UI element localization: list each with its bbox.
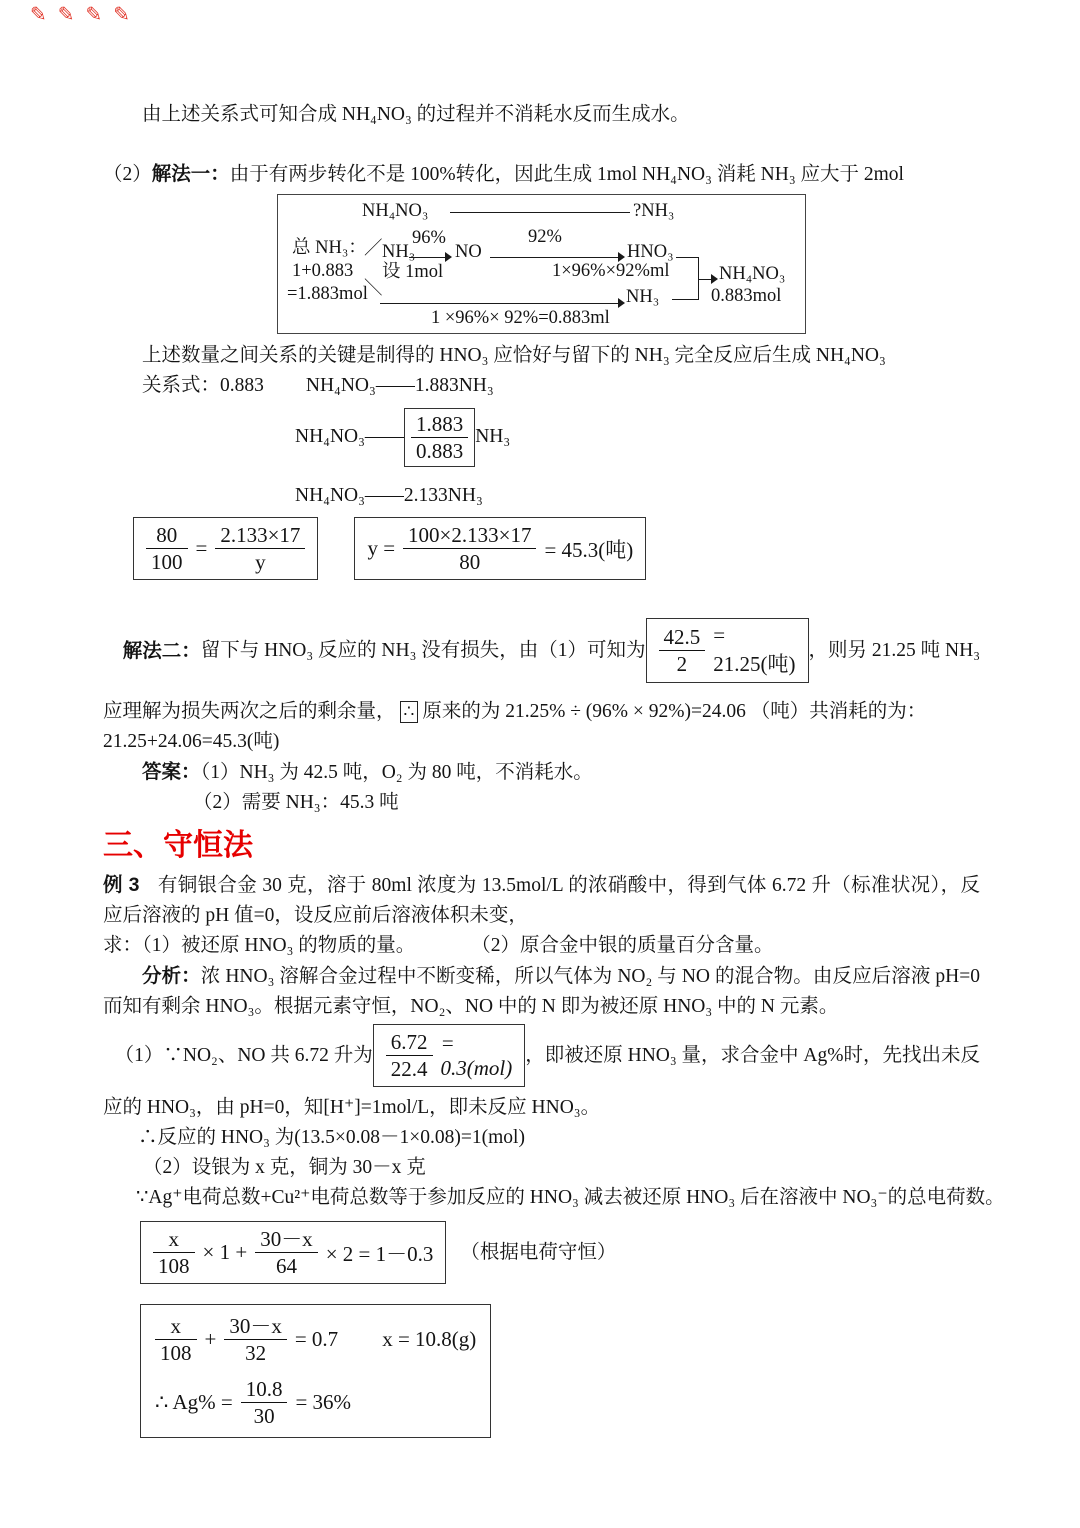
boxed-fraction <box>404 408 475 467</box>
final-eq-row2 <box>155 1376 351 1429</box>
diagram-assume-1mol: 设 1mol <box>382 262 444 282</box>
numerator: 42.5 <box>659 624 706 651</box>
relation-formula-line <box>103 371 980 401</box>
fraction <box>659 624 706 677</box>
denominator: y <box>255 550 266 574</box>
numerator: 30－x <box>255 1226 318 1253</box>
fraction <box>153 1226 195 1279</box>
solution2-after: ，则另 21.25 吨 NH₃ <box>808 639 980 661</box>
fraction <box>215 522 305 575</box>
solution2-line3: 21.25+24.06=45.3(吨) <box>103 731 280 752</box>
fraction-relation-row <box>295 405 980 469</box>
relation-label: 关系式：0.883 <box>142 375 264 396</box>
branch-slash: ／ <box>364 239 383 259</box>
step3-line: （2）设银为 x 克，铜为 30－x 克 <box>143 1157 426 1178</box>
relation-left: NH₄NO₃—— <box>295 426 404 447</box>
solution2-line2 <box>103 697 980 727</box>
rhs-term: × 2 = 1－0.3 <box>325 1241 434 1266</box>
fraction <box>411 411 468 464</box>
denominator: 0.883 <box>415 438 464 463</box>
diagram-product-amount: 0.883mol <box>711 286 782 306</box>
operator: × 1 + <box>202 1240 248 1264</box>
numerator: x <box>155 1313 197 1340</box>
result-term: = 21.25(吨) <box>713 623 796 676</box>
denominator: 22.4 <box>390 1057 428 1081</box>
example3-text: 有铜银合金 30 克，溶于 80ml 浓度为 13.5mol/L 的浓硝酸中，得到气体 6.72 升（标准状况），反应后溶液的 pH 值=0，设反应前后溶液体积未变， <box>103 875 980 926</box>
fraction <box>241 1376 288 1429</box>
numerator: 30－x <box>224 1313 287 1340</box>
diagram-total-nh3-label: 总 NH₃： <box>292 238 367 258</box>
arrow-line <box>409 257 445 258</box>
arrow-line <box>490 257 618 258</box>
relation-result-line: NH₄NO₃——2.133NH₃ <box>295 485 483 506</box>
charge-equation-box <box>140 1221 446 1284</box>
solution1-label: 解法一： <box>151 163 230 185</box>
step1-before: （1）∵NO₂、NO 共 6.72 升为 <box>114 1044 373 1066</box>
ask-part1: 求：（1）被还原 HNO₃ 的物质的量。 <box>103 935 416 956</box>
denominator: 80 <box>459 550 481 574</box>
percentage-result: = 36% <box>295 1390 352 1414</box>
diagram-no-node: NO <box>455 242 482 262</box>
denominator: 30 <box>253 1404 275 1428</box>
analysis-paragraph <box>103 961 980 1022</box>
diagram-hno3-amount: 1×96%×92%ml <box>552 261 670 281</box>
arrow-line <box>380 303 618 304</box>
fraction <box>386 1029 433 1082</box>
solution2-boxed-eq <box>646 618 809 683</box>
fraction <box>255 1226 318 1279</box>
diagram-nh3-mid: NH₃ <box>382 242 416 262</box>
therefore-symbol-boxed: ∴ <box>400 701 419 723</box>
answer-line2: （2）需要 NH₃：45.3 吨 <box>193 792 399 813</box>
step1-after: ，即被还原 HNO₃ 量，求合金中 Ag%时，先找出未反 <box>525 1044 980 1066</box>
arrow-line <box>698 279 711 280</box>
relation-expression: NH₄NO₃——1.883NH₃ <box>305 375 494 396</box>
equation-box-1 <box>133 517 318 580</box>
intro-text: 由上述关系式可知合成 NH₄NO₃ 的过程并不消耗水反而生成水。 <box>142 104 690 125</box>
denominator: 100 <box>151 550 183 574</box>
answer-line1 <box>103 757 980 788</box>
relation-right: NH₃ <box>475 426 511 447</box>
solution2-line <box>103 618 980 683</box>
pen-icon: ✎ <box>85 2 103 26</box>
analysis-text: 浓 HNO₃ 溶解合金过程中不断变稀，所以气体为 NO₂ 与 NO 的混合物。由反应后溶液 pH=0 而知有剩余 HNO₃。根据元素守恒，NO₂、NO 中的 N 即为被还原 HNO₃ 中的 N 元素。 <box>103 966 980 1017</box>
example3-label: 例 3 <box>103 874 140 896</box>
connector-line <box>672 299 698 300</box>
fraction <box>224 1313 287 1366</box>
lead-term: y = <box>367 536 396 560</box>
branch-backslash: ＼ <box>364 279 383 299</box>
arrowhead-icon <box>618 298 625 308</box>
fraction <box>155 1313 197 1366</box>
diagram-96pct-label: 96% <box>412 228 446 248</box>
diagram-hno3-node: HNO₃ <box>627 242 674 262</box>
step1-continuation: 应的 HNO₃，由 pH=0，知[H⁺]=1mol/L，即未反应 HNO₃。 <box>103 1097 601 1118</box>
final-equation-box <box>140 1304 491 1438</box>
arrowhead-icon <box>711 274 718 284</box>
diagram-total-sum: =1.883mol <box>287 284 368 304</box>
denominator: 108 <box>160 1341 192 1365</box>
numerator: 100×2.133×17 <box>403 522 536 549</box>
connector-line <box>450 212 630 213</box>
charge-note: （根据电荷守恒） <box>460 1241 617 1263</box>
reaction-flow-diagram <box>277 194 806 334</box>
annotation-marks <box>30 2 130 26</box>
equation-box-2 <box>354 517 646 580</box>
numerator: x <box>153 1226 195 1253</box>
line2-before: 应理解为损失两次之后的剩余量， <box>103 701 396 722</box>
numerator: 2.133×17 <box>215 522 305 549</box>
numerator: 6.72 <box>386 1029 433 1056</box>
final-eq-row1 <box>155 1313 476 1366</box>
diagram-92pct-label: 92% <box>528 227 562 247</box>
section-heading: 三、守恒法 <box>103 829 253 862</box>
charge-equation-row <box>140 1221 980 1284</box>
result-term: = 45.3(吨) <box>544 537 634 562</box>
pen-icon: ✎ <box>30 2 47 26</box>
diagram-product: NH₄NO₃ <box>719 264 786 284</box>
pen-icon: ✎ <box>113 2 131 26</box>
ask-part2: （2）原合金中银的质量百分含量。 <box>471 935 774 956</box>
denominator: 108 <box>158 1254 190 1278</box>
solution2-before: 留下与 HNO₃ 反应的 NH₃ 没有损失，由（1）可知为 <box>200 639 646 661</box>
arrowhead-icon <box>445 252 452 262</box>
result-term: = 0.3(mol) <box>440 1030 513 1080</box>
denominator: 64 <box>275 1254 297 1278</box>
fraction <box>146 522 188 575</box>
solution1-line <box>103 159 980 190</box>
denominator: 32 <box>245 1341 267 1365</box>
ask-line <box>103 931 980 961</box>
solution1-text: 由于有两步转化不是 100%转化，因此生成 1mol NH₄NO₃ 消耗 NH₃ 应大于 2mol <box>229 164 904 185</box>
step4-line: ∵Ag⁺电荷总数+Cu²⁺电荷总数等于参加反应的 HNO₃ 减去被还原 HNO₃ 后在溶液中 NO₃⁻的总电荷数。 <box>136 1187 1005 1208</box>
relation-text: 上述数量之间关系的关键是制得的 HNO₃ 应恰好与留下的 NH₃ 完全反应后生成 NH₄NO₃ <box>142 345 886 366</box>
rhs-term: = 0.7 <box>294 1327 339 1351</box>
line2-after: 原来的为 21.25% ÷ (96% × 92%)=24.06 （吨）共消耗的为： <box>422 701 927 722</box>
answer1-text: （1）NH₃ 为 42.5 吨，O₂ 为 80 吨，不消耗水。 <box>200 762 593 783</box>
step2-line: ∴反应的 HNO₃ 为(13.5×0.08－1×0.08)=1(mol) <box>138 1127 525 1148</box>
numerator: 10.8 <box>241 1376 288 1403</box>
diagram-nh3-bottom: NH₃ <box>626 287 660 307</box>
step1-line <box>103 1024 980 1087</box>
diagram-bottom-calc: 1 ×96%× 92%=0.883ml <box>431 308 610 328</box>
therefore-term: ∴ Ag% = <box>155 1390 233 1414</box>
x-result: x = 10.8(g) <box>382 1327 477 1351</box>
connector-line <box>676 257 698 258</box>
operator: + <box>204 1327 217 1351</box>
example3-paragraph <box>103 870 980 931</box>
solution2-label: 解法二： <box>122 639 201 662</box>
denominator: 2 <box>676 652 688 676</box>
fraction <box>403 522 536 575</box>
equation-boxes-row <box>133 517 980 580</box>
step1-boxed-eq <box>373 1024 526 1087</box>
equals-sign: = <box>195 536 208 560</box>
solution1-prefix: （2） <box>103 164 152 185</box>
diagram-total-amount: 1+0.883 <box>292 261 354 281</box>
pen-icon: ✎ <box>57 2 75 26</box>
answer-label: 答案： <box>142 761 201 783</box>
numerator: 80 <box>146 522 188 549</box>
analysis-label: 分析： <box>142 965 201 987</box>
diagram-nh4no3-top: NH₄NO₃ <box>362 201 429 221</box>
numerator: 1.883 <box>411 411 468 438</box>
diagram-question-nh3: ?NH₃ <box>633 201 675 221</box>
